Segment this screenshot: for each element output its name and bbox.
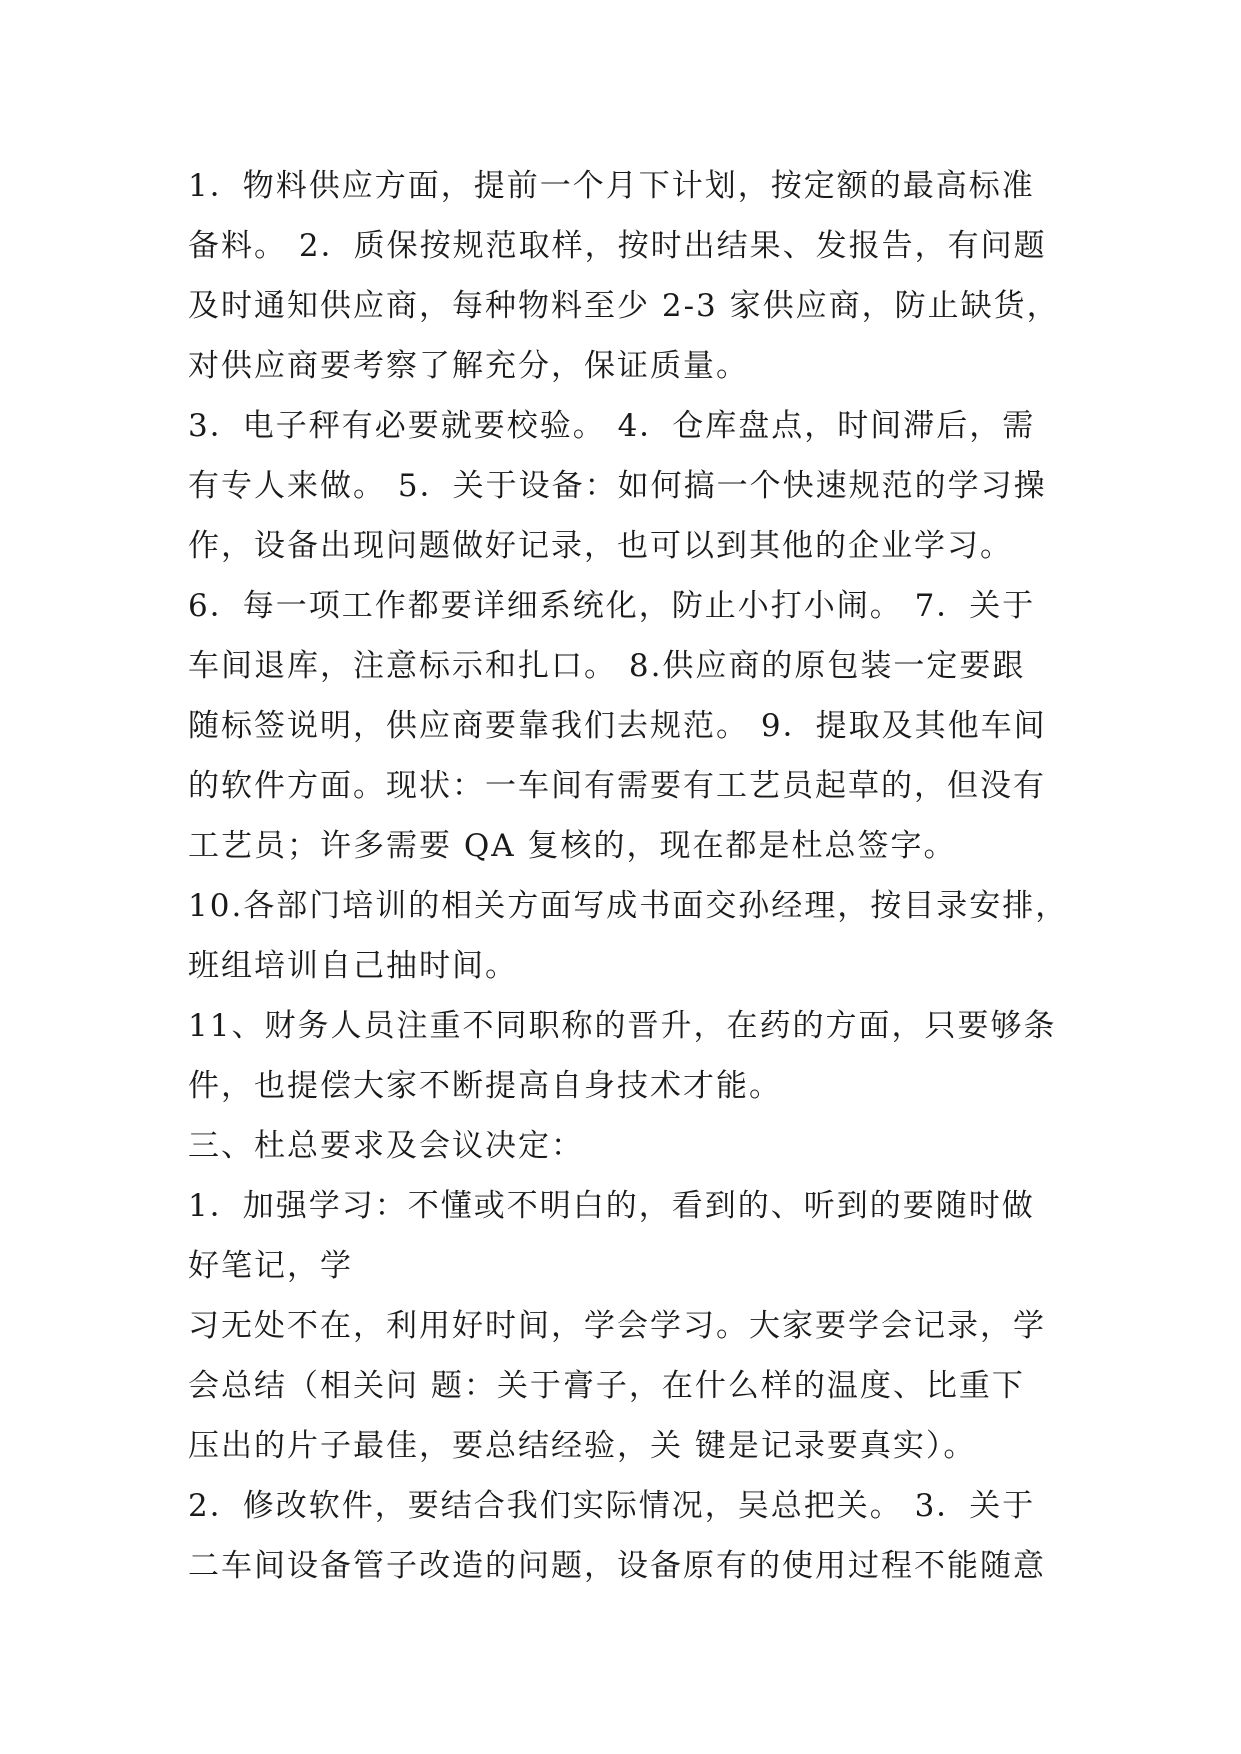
text-line: 压出的片子最佳，要总结经验，关 键是记录要真实）。	[188, 1428, 977, 1464]
text-line: 班组培训自己抽时间。	[188, 948, 518, 984]
text-line: 备料。 2．质保按规范取样，按时出结果、发报告，有问题	[188, 228, 1047, 264]
text-line: 工艺员；许多需要 QA 复核的，现在都是杜总签字。	[188, 828, 957, 864]
text-line: 的软件方面。现状：一车间有需要有工艺员起草的，但没有	[188, 768, 1046, 804]
text-line: 随标签说明，供应商要靠我们去规范。 9．提取及其他车间	[188, 708, 1047, 744]
text-line: 好笔记，学	[188, 1248, 353, 1284]
text-line: 3．电子秤有必要就要校验。 4．仓库盘点，时间滞后，需	[188, 408, 1036, 444]
section-heading: 三、杜总要求及会议决定：	[188, 1128, 584, 1164]
text-line: 二车间设备管子改造的问题，设备原有的使用过程不能随意	[188, 1548, 1046, 1584]
document-body	[188, 156, 1068, 1596]
text-line: 6．每一项工作都要详细系统化，防止小打小闹。 7．关于	[188, 588, 1036, 624]
text-line: 10.各部门培训的相关方面写成书面交孙经理，按目录安排，	[188, 888, 1069, 924]
text-line: 车间退库，注意标示和扎口。 8.供应商的原包装一定要跟	[188, 648, 1026, 684]
text-line: 11、财务人员注重不同职称的晋升，在药的方面，只要够条	[188, 1008, 1057, 1044]
text-line: 件，也提偿大家不断提高自身技术才能。	[188, 1068, 782, 1104]
text-line: 会总结（相关问 题：关于膏子，在什么样的温度、比重下	[188, 1368, 1025, 1404]
text-line: 习无处不在，利用好时间，学会学习。大家要学会记录，学	[188, 1308, 1046, 1344]
text-line: 对供应商要考察了解充分，保证质量。	[188, 348, 749, 384]
text-line: 作，设备出现问题做好记录，也可以到其他的企业学习。	[188, 528, 1013, 564]
text-line: 1．加强学习：不懂或不明白的，看到的、听到的要随时做	[188, 1188, 1035, 1224]
text-line: 有专人来做。 5．关于设备：如何搞一个快速规范的学习操	[188, 468, 1047, 504]
text-line: 2．修改软件，要结合我们实际情况，吴总把关。 3．关于	[188, 1488, 1036, 1524]
text-line: 及时通知供应商，每种物料至少 2-3 家供应商，防止缺货，	[188, 288, 1060, 324]
text-line: 1．物料供应方面，提前一个月下计划，按定额的最高标准	[188, 168, 1035, 204]
